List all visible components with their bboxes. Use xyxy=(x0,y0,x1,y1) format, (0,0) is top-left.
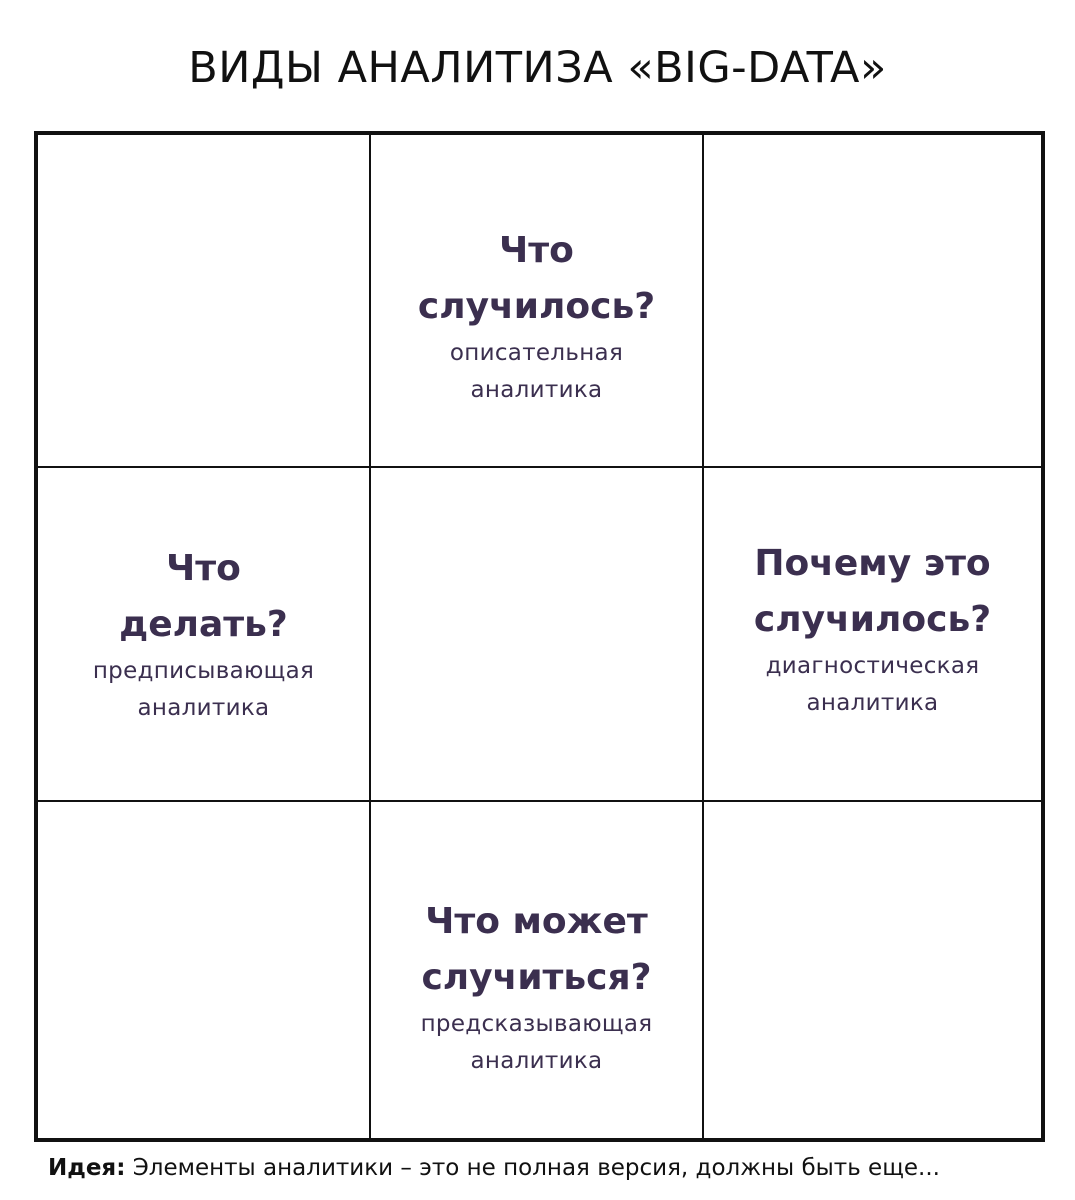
grid-cell-prescriptive xyxy=(38,468,371,802)
type-descriptive: описательная аналитика xyxy=(449,339,624,403)
grid-cell-descriptive xyxy=(371,135,704,468)
footer-text: Элементы аналитики – это не полная версия, должны быть еще... xyxy=(125,1155,940,1181)
grid-cell-top-right xyxy=(704,135,1041,468)
analytics-grid xyxy=(34,131,1045,1142)
grid-cell-diagnostic xyxy=(704,468,1041,802)
question-why-happened: Почему это случилось? xyxy=(753,543,992,640)
question-what-happened: Что случилось? xyxy=(417,229,656,327)
type-predictive: предсказывающая аналитика xyxy=(420,1011,653,1074)
grid-cell-predictive xyxy=(371,802,704,1138)
grid-cell-bottom-right xyxy=(704,802,1041,1138)
grid-cell-bottom-left xyxy=(38,802,371,1138)
footer-label: Идея: xyxy=(48,1155,126,1181)
question-what-to-do: Что делать? xyxy=(119,548,288,645)
grid-cell-top-left xyxy=(38,135,371,468)
type-prescriptive: предписывающая аналитика xyxy=(92,658,315,721)
question-what-may-happen: Что может случиться? xyxy=(421,901,652,998)
type-diagnostic: диагностическая аналитика xyxy=(765,653,980,716)
footer-note xyxy=(48,1150,940,1186)
grid-cell-center xyxy=(371,468,704,802)
diagram-title: ВИДЫ АНАЛИТИЗА «BIG-DATA» xyxy=(188,43,887,93)
